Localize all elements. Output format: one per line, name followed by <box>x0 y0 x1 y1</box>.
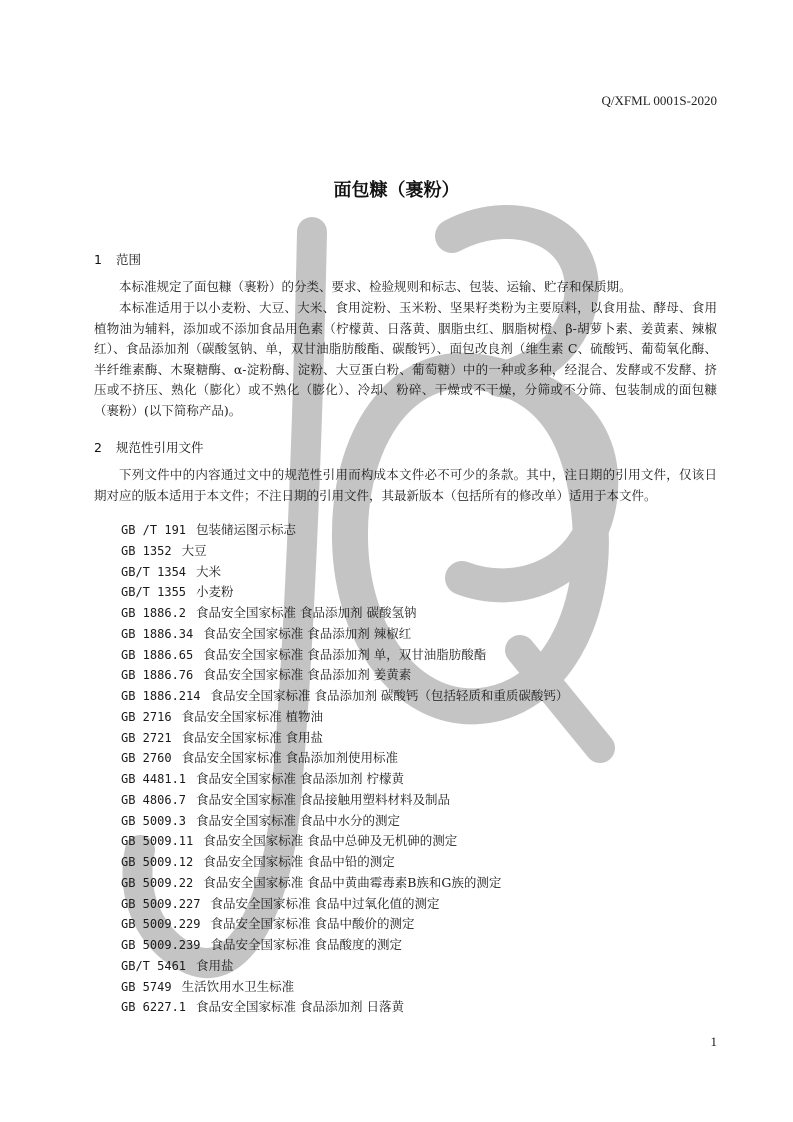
reference-item <box>121 707 323 728</box>
reference-title: 食品安全国家标准 食用盐 <box>181 730 324 745</box>
reference-title: 食用盐 <box>196 958 234 973</box>
reference-code: GB 1886.214 <box>121 689 201 703</box>
reference-title: 食品安全国家标准 食品接触用塑料材料及制品 <box>196 792 451 807</box>
reference-code: GB 5009.229 <box>121 917 201 931</box>
section-title: 范围 <box>116 252 142 267</box>
reference-item <box>121 582 234 603</box>
reference-code: GB 1886.65 <box>121 648 194 662</box>
reference-code: GB/T 1355 <box>121 585 187 599</box>
reference-item <box>121 520 296 541</box>
reference-item <box>121 686 568 707</box>
reference-code: GB 1886.2 <box>121 606 187 620</box>
reference-code: GB/T 5461 <box>121 959 187 973</box>
reference-code: GB 2760 <box>121 751 172 765</box>
reference-title: 小麦粉 <box>196 584 234 599</box>
reference-item <box>121 894 439 915</box>
section-title: 规范性引用文件 <box>116 440 204 455</box>
reference-title: 生活饮用水卫生标准 <box>181 979 295 994</box>
reference-code: GB 1886.76 <box>121 668 194 682</box>
section-normative-heading <box>94 438 204 456</box>
reference-code: GB 5009.12 <box>121 855 194 869</box>
reference-item <box>121 728 323 749</box>
reference-code: GB 5009.22 <box>121 876 194 890</box>
reference-title: 食品安全国家标准 食品添加剂 碳酸氢钠 <box>196 605 417 620</box>
section-number: 2 <box>94 440 102 455</box>
reference-item <box>121 852 395 873</box>
reference-item <box>121 748 398 769</box>
page-title: 面包糠（裹粉） <box>333 180 460 201</box>
reference-item <box>121 624 411 645</box>
scope-paragraph-1: 本标准规定了面包糠（裹粉）的分类、要求、检验规则和标志、包装、运输、贮存和保质期。 <box>119 279 632 294</box>
document-number: Q/XFML 0001S-2020 <box>601 93 717 108</box>
reference-title: 食品安全国家标准 植物油 <box>181 709 324 724</box>
reference-title: 食品安全国家标准 食品添加剂 姜黄素 <box>203 667 412 682</box>
reference-title: 食品安全国家标准 食品中水分的测定 <box>196 813 401 828</box>
page-number: 1 <box>710 1034 717 1049</box>
reference-item <box>121 873 501 894</box>
reference-title: 食品安全国家标准 食品中总砷及无机砷的测定 <box>203 833 458 848</box>
reference-item <box>121 831 457 852</box>
reference-title: 包装储运图示标志 <box>196 522 297 537</box>
reference-code: GB 5009.227 <box>121 897 201 911</box>
reference-title: 食品安全国家标准 食品中黄曲霉毒素B族和G族的测定 <box>203 875 502 890</box>
reference-code: GB 4806.7 <box>121 793 187 807</box>
reference-item <box>121 769 404 790</box>
reference-item <box>121 790 450 811</box>
reference-code: GB 5749 <box>121 980 172 994</box>
reference-title: 食品安全国家标准 食品添加剂 日落黄 <box>196 999 404 1014</box>
reference-title: 食品安全国家标准 食品添加剂 柠檬黄 <box>196 771 404 786</box>
reference-title: 食品安全国家标准 食品中铅的测定 <box>203 854 395 869</box>
reference-item <box>121 956 234 977</box>
reference-item <box>121 811 400 832</box>
reference-item <box>121 977 294 998</box>
reference-title: 食品安全国家标准 食品中过氧化值的测定 <box>210 896 440 911</box>
reference-title: 食品安全国家标准 食品酸度的测定 <box>210 937 402 952</box>
reference-code: GB 1886.34 <box>121 627 194 641</box>
reference-code: GB 5009.239 <box>121 938 201 952</box>
reference-code: GB/T 1354 <box>121 565 187 579</box>
reference-item <box>121 997 404 1018</box>
reference-item <box>121 603 416 624</box>
reference-title: 食品安全国家标准 食品中酸价的测定 <box>210 916 415 931</box>
reference-code: GB 5009.11 <box>121 834 194 848</box>
reference-item <box>121 935 402 956</box>
section-scope-heading <box>94 250 141 268</box>
reference-title: 食品安全国家标准 食品添加剂 碳酸钙（包括轻质和重质碳酸钙） <box>210 688 569 703</box>
reference-item <box>121 665 411 686</box>
reference-item <box>121 541 207 562</box>
reference-item <box>121 562 221 583</box>
reference-code: GB 5009.3 <box>121 814 187 828</box>
reference-code: GB 4481.1 <box>121 772 187 786</box>
reference-item <box>121 645 486 666</box>
reference-title: 食品安全国家标准 食品添加剂 单，双甘油脂肪酸酯 <box>203 647 487 662</box>
reference-title: 大米 <box>196 564 222 579</box>
reference-title: 食品安全国家标准 食品添加剂使用标准 <box>181 750 399 765</box>
section-number: 1 <box>94 252 102 267</box>
reference-title: 大豆 <box>181 543 207 558</box>
scope-paragraph-2: 本标准适用于以小麦粉、大豆、大米、食用淀粉、玉米粉、坚果籽类粉为主要原料，以食用盐、酵母、食用植物油为辅料，添加或不添加食品用色素（柠檬黄、日落黄、胭脂虫红、胭脂树橙、β-胡萝卜素、姜黄素、辣椒红）、食品添加剂（碳酸氢钠、单，双甘油脂肪酸酯、碳酸钙）、面包改良剂（维生素 C、硫酸钙、葡萄氧化酶、半纤维素酶、木聚糖酶、α-淀粉酶、淀粉、大豆蛋白粉、葡萄糖）中的一种或多种，经混合、发酵或不发酵、挤压或不挤压、熟化（膨化）或不熟化（膨化）、冷却、粉碎、干燥或不干燥，分筛或不分筛、包装制成的面包糠（裹粉）(以下简称产品)。 <box>94 300 717 418</box>
reference-code: GB 6227.1 <box>121 1000 187 1014</box>
normative-intro: 下列文件中的内容通过文中的规范性引用而构成本文件必不可少的条款。其中，注日期的引用文件，仅该日期对应的版本适用于本文件；不注日期的引用文件，其最新版本（包括所有的修改单）适用于本文件。 <box>94 467 717 503</box>
reference-code: GB 2721 <box>121 731 172 745</box>
reference-code: GB 2716 <box>121 710 172 724</box>
reference-code: GB 1352 <box>121 544 172 558</box>
reference-code: GB /T 191 <box>121 523 187 537</box>
reference-title: 食品安全国家标准 食品添加剂 辣椒红 <box>203 626 412 641</box>
reference-item <box>121 914 414 935</box>
